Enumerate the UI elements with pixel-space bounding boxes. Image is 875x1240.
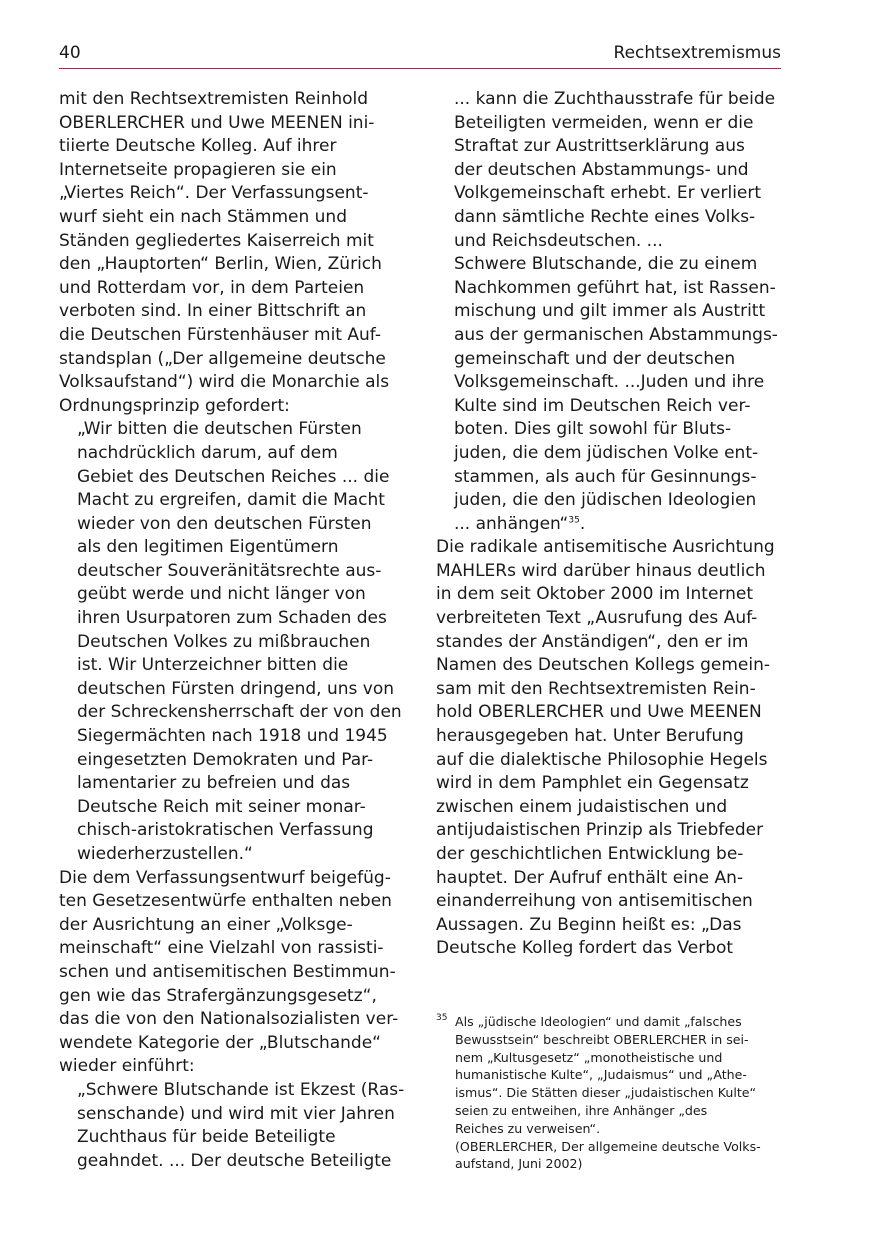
text-line: Die dem Verfassungsentwurf beigefüg-: [59, 867, 391, 888]
footnote-line: (OBERLERCHER, Der allgemeine deutsche Volks-: [455, 1138, 761, 1154]
body-paragraph: [59, 88, 404, 418]
footnote-line: Als „jüdische Ideologien“ und damit „falsches: [455, 1014, 742, 1029]
quote-line: Gebiet des Deutschen Reiches ... die: [77, 466, 390, 487]
quote-line: Deutsche Reich mit seiner monar-: [77, 796, 366, 817]
text-line: gen wie das Strafergänzungsgesetz“,: [59, 985, 377, 1006]
quote-line: als den legitimen Eigentümern: [77, 537, 339, 558]
text-line: antijudaistischen Prinzip als Triebfeder: [436, 820, 764, 841]
quote-line: der deutschen Abstammungs- und: [454, 159, 749, 180]
quote-end-text: ... anhängen“: [454, 513, 569, 534]
quote-line: geübt werde und nicht länger von: [77, 584, 366, 605]
quote-line: ist. Wir Unterzeichner bitten die: [77, 655, 349, 676]
quote-line: der Schreckensherrschaft der von den: [77, 702, 402, 723]
quote-line: Kulte sind im Deutschen Reich ver-: [454, 395, 751, 416]
quote-line: wieder von den deutschen Fürsten: [77, 513, 372, 534]
quote-line: aus der germanischen Abstammungs-: [454, 324, 778, 345]
text-line: ten Gesetzesentwürfe enthalten neben: [59, 891, 392, 912]
text-line: wieder einführt:: [59, 1056, 195, 1077]
footnote-line: seien zu entweihen, ihre Anhänger „des: [455, 1102, 708, 1118]
text-line: tiierte Deutsche Kolleg. Auf ihrer: [59, 136, 337, 157]
quote-line: Volkgemeinschaft erhebt. Er verliert: [454, 183, 762, 204]
text-line: Deutsche Kolleg fordert das Verbot: [436, 938, 734, 959]
footnote-line: humanistische Kulte“, „Judaismus“ und „Athe-: [455, 1067, 747, 1083]
left-column: [59, 88, 404, 1173]
text-line: zwischen einem judaistischen und: [436, 796, 728, 817]
quote-line: „Schwere Blutschande ist Ekzest (Ras-: [77, 1079, 405, 1100]
quote-line: Volksgemeinschaft. ...Juden und ihre: [454, 372, 765, 393]
text-line: sam mit den Rechtsextremisten Rein-: [436, 678, 756, 699]
footnote-line: ismus“. Die Stätten dieser „judaistischen Kulte“: [455, 1085, 757, 1101]
text-line: Die radikale antisemitische Ausrichtung: [436, 537, 775, 558]
text-line: verbreiteten Text „Ausrufung des Auf-: [436, 608, 758, 629]
block-quote: [59, 1079, 404, 1173]
quote-line: eingesetzten Demokraten und Par-: [77, 749, 374, 770]
block-quote: [436, 88, 784, 536]
quote-line: ihren Usurpatoren zum Schaden des: [77, 608, 387, 629]
text-line: Volksaufstand“) wird die Monarchie als: [59, 372, 390, 393]
quote-line: mischung und gilt immer als Austritt: [454, 301, 766, 322]
quote-line: Nachkommen geführt hat, ist Rassen-: [454, 277, 776, 298]
text-line: hauptet. Der Aufruf enthält eine An-: [436, 867, 744, 888]
quote-line: „Wir bitten die deutschen Fürsten: [77, 419, 362, 440]
text-line: der Ausrichtung an einer „Volksge-: [59, 914, 353, 935]
footnote-reference[interactable]: 35: [568, 515, 580, 526]
text-line: meinschaft“ eine Vielzahl von rassisti-: [59, 938, 384, 959]
text-line: den „Hauptorten“ Berlin, Wien, Zürich: [59, 254, 382, 275]
text-line: mit den Rechtsextremisten Reinhold: [59, 89, 369, 109]
quote-line: boten. Dies gilt sowohl für Bluts-: [454, 419, 732, 440]
quote-line: Deutschen Volkes zu mißbrauchen: [77, 631, 371, 652]
text-line: standsplan („Der allgemeine deutsche: [59, 348, 386, 369]
quote-line: dann sämtliche Rechte eines Volks-: [454, 206, 756, 227]
quote-line: Schwere Blutschande, die zu einem: [454, 254, 758, 275]
text-line: Ordnungsprinzip gefordert:: [59, 395, 290, 416]
running-title: Rechtsextremismus: [613, 43, 781, 63]
body-paragraph: [59, 867, 404, 1079]
quote-line: ... kann die Zuchthausstrafe für beide: [454, 89, 776, 109]
quote-line: nachdrücklich darum, auf dem: [77, 442, 338, 463]
quote-line: Macht zu ergreifen, damit die Macht: [77, 490, 385, 511]
text-line: wendete Kategorie der „Blutschande“: [59, 1032, 381, 1053]
footnote-line: nem „Kultusgesetz“ „monotheistische und: [455, 1049, 723, 1065]
footnote-number: 35: [436, 1013, 448, 1023]
text-line: das die von den Nationalsozialisten ver-: [59, 1009, 399, 1030]
quote-line: deutschen Fürsten dringend, uns von: [77, 678, 395, 699]
text-line: in dem seit Oktober 2000 im Internet: [436, 584, 754, 605]
text-line: der geschichtlichen Entwicklung be-: [436, 844, 744, 864]
text-line: „Viertes Reich“. Der Verfassungsent-: [59, 183, 369, 204]
quote-line: juden, die den jüdischen Ideologien: [454, 490, 757, 511]
right-column: [436, 88, 784, 961]
block-quote: [59, 418, 404, 866]
text-line: die Deutschen Fürstenhäuser mit Auf-: [59, 324, 381, 345]
quote-line: Zuchthaus für beide Beteiligte: [77, 1127, 336, 1148]
text-line: auf die dialektische Philosophie Hegels: [436, 749, 768, 770]
quote-line: deutscher Souveränitätsrechte aus-: [77, 560, 382, 581]
text-line: schen und antisemitischen Bestimmun-: [59, 961, 396, 982]
text-line: Namen des Deutschen Kollegs gemein-: [436, 655, 771, 676]
text-line: OBERLERCHER und Uwe MEENEN ini-: [59, 112, 375, 133]
text-line: Aussagen. Zu Beginn heißt es: „Das: [436, 914, 742, 935]
quote-line: Straftat zur Austrittserklärung aus: [454, 136, 745, 157]
quote-line: Beteiligten vermeiden, wenn er die: [454, 112, 754, 133]
quote-line: wiederherzustellen.“: [77, 844, 253, 864]
quote-line: ... anhängen“$^{35}$.: [454, 513, 586, 534]
text-line: MAHLERs wird darüber hinaus deutlich: [436, 560, 766, 581]
page-number: 40: [59, 43, 81, 63]
text-line: standes der Anständigen“, den er im: [436, 631, 749, 652]
text-line: wurf sieht ein nach Stämmen und: [59, 206, 347, 227]
quote-line: lamentarier zu befreien und das: [77, 773, 351, 794]
quote-line: und Reichsdeutschen. ...: [454, 230, 663, 251]
page-header: [59, 40, 781, 69]
quote-line: Siegermächten nach 1918 und 1945: [77, 726, 388, 747]
text-line: wird in dem Pamphlet ein Gegensatz: [436, 773, 749, 794]
quote-line: geahndet. ... Der deutsche Beteiligte: [77, 1150, 392, 1171]
quote-line: juden, die dem jüdischen Volke ent-: [454, 442, 759, 463]
footnote-line: aufstand, Juni 2002): [455, 1156, 583, 1172]
text-line: herausgegeben hat. Unter Berufung: [436, 726, 744, 747]
quote-line: senschande) und wird mit vier Jahren: [77, 1103, 395, 1124]
quote-line: stammen, als auch für Gesinnungs-: [454, 466, 757, 487]
text-line: einanderreihung von antisemitischen: [436, 891, 753, 912]
footnote-line: Reiches zu verweisen“.: [455, 1120, 601, 1136]
text-line: Ständen gegliedertes Kaiserreich mit: [59, 230, 374, 251]
footnote-line: Bewusstsein“ beschreibt OBERLERCHER in sei-: [455, 1031, 749, 1047]
text-line: verboten sind. In einer Bittschrift an: [59, 301, 367, 322]
quote-line: gemeinschaft und der deutschen: [454, 348, 736, 369]
quote-line: chisch-aristokratischen Verfassung: [77, 820, 374, 841]
text-line: hold OBERLERCHER und Uwe MEENEN: [436, 702, 762, 723]
footnote-text: [455, 1013, 761, 1173]
body-paragraph: [436, 536, 784, 961]
text-line: Internetseite propagieren sie ein: [59, 159, 337, 180]
text-line: und Rotterdam vor, in dem Parteien: [59, 277, 365, 298]
